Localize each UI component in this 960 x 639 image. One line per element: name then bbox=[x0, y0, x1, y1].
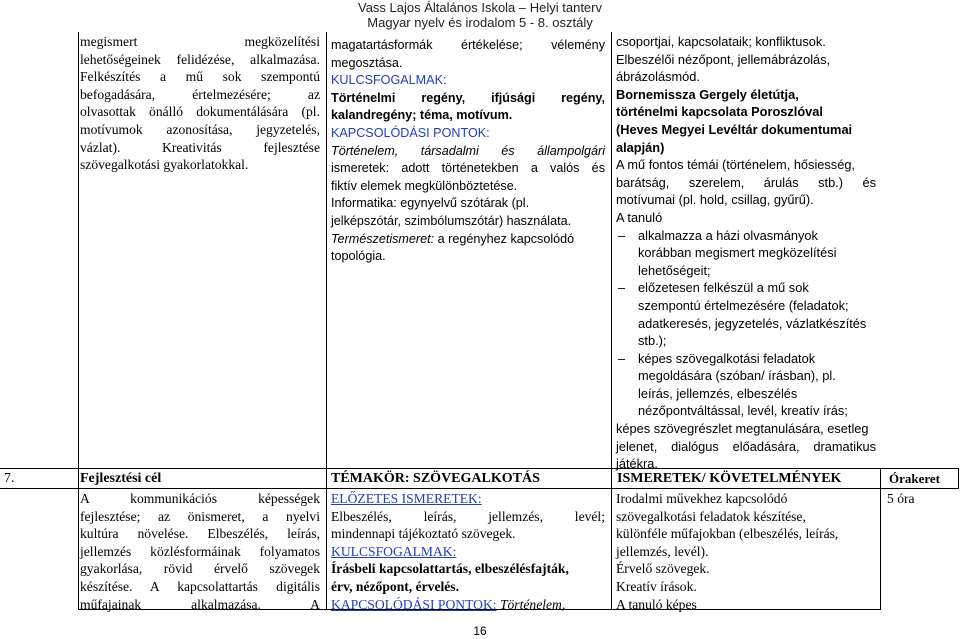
text-line: A tanuló bbox=[616, 209, 663, 225]
text-line: stb.); bbox=[638, 333, 667, 349]
section-requirements-heading: ISMERETEK/ KÖVETELMÉNYEK bbox=[617, 471, 842, 486]
text-line: motívumai (pl. hold, csillag, gyűrű). bbox=[616, 192, 814, 208]
hours-value: 5 óra bbox=[887, 491, 915, 506]
table-border-right bbox=[958, 468, 959, 489]
document-header-subtitle: Magyar nyelv és irodalom 5 - 8. osztály bbox=[367, 15, 593, 30]
section-topic-heading: TÉMAKÖR: SZÖVEGALKOTÁS bbox=[331, 471, 540, 486]
requirement-item bbox=[616, 227, 876, 280]
text-line: csoportjai, kapcsolataik; konfliktusok. bbox=[616, 34, 826, 49]
connections-label: KAPCSOLÓDÁSI PONTOK: bbox=[331, 596, 497, 612]
connections-text bbox=[331, 596, 605, 614]
text-line: különféle műfajokban (elbeszélés, leírás, bbox=[616, 526, 839, 542]
keywords-label: KULCSFOGALMAK: bbox=[331, 73, 447, 88]
text-line: műfajainak alkalmazása. A bbox=[80, 596, 320, 612]
text-line: kultúra növelése. Elbeszélés, leírás, bbox=[80, 526, 320, 542]
text-line: képes szövegrészlet megtanulására, esetleg bbox=[616, 421, 869, 437]
connections-text: fiktív elemek megkülönböztetése. bbox=[331, 178, 518, 193]
section-hours-heading: Órakeret bbox=[889, 471, 941, 486]
text-line: nézőpontváltással, levél, kreatív írás; bbox=[638, 403, 848, 419]
text-line: szövegalkotási gyakorlatokkal. bbox=[80, 157, 249, 173]
text-line: lehetőségeinek felidézése, alkalmazása. bbox=[80, 51, 320, 67]
text-line: mindennapi tájékoztató szövegek. bbox=[331, 526, 516, 542]
text-line: – alkalmazza a házi olvasmányok bbox=[638, 227, 818, 243]
local-history-text: alapján) bbox=[616, 139, 665, 155]
section-goal-heading: Fejlesztési cél bbox=[80, 471, 162, 486]
text-line: jellemzés, levél). bbox=[616, 543, 709, 559]
connections-rest: Történelem, bbox=[499, 596, 566, 612]
text-line: – előzetesen felkészül a mű sok bbox=[638, 280, 809, 296]
text-line: Érvelő szövegek. bbox=[616, 561, 710, 577]
text-line: megosztása. bbox=[331, 55, 403, 70]
prior-knowledge-label: ELŐZETES ISMERETEK: bbox=[331, 491, 482, 506]
text-line: jelenet, dialógus előadására, dramatikus bbox=[616, 438, 876, 454]
text-line: A kommunikációs képességek bbox=[80, 491, 320, 506]
connections-text: Történelem, társadalmi és állampolgári bbox=[331, 143, 605, 158]
bottom-hours-cell bbox=[887, 490, 955, 508]
requirement-item bbox=[616, 350, 876, 420]
connections-label: KAPCSOLÓDÁSI PONTOK: bbox=[331, 125, 490, 140]
text-line: olvasottak önálló dokumentálására (pl. bbox=[80, 104, 320, 120]
table-border-left bbox=[78, 32, 79, 610]
science-text bbox=[331, 231, 605, 249]
text-line: jellemzés közlésformáinak folyamatos bbox=[80, 543, 320, 559]
text-line: megismert megközelítési bbox=[80, 34, 320, 49]
text-line: lehetőségeit; bbox=[638, 262, 711, 278]
keywords-text: Írásbeli kapcsolattartás, elbeszélésfajták, bbox=[331, 561, 569, 577]
text-line: – képes szövegalkotási feladatok bbox=[638, 350, 816, 366]
text-line: Elbeszélői nézőpont, jellemábrázolás, bbox=[616, 51, 831, 67]
text-line: adatkeresés, jegyzetelés, vázlatkészítés bbox=[638, 315, 867, 331]
top-requirements-cell bbox=[616, 33, 876, 473]
keywords-text: Történelmi regény, ifjúsági regény, bbox=[331, 90, 605, 105]
bottom-requirements-cell bbox=[616, 490, 878, 613]
text-line: korábban megismert megközelítési bbox=[638, 245, 837, 261]
text-line: A mű fontos témái (történelem, hősiesség, bbox=[616, 157, 855, 173]
text-line: készítése. A kapcsolattartás digitális bbox=[80, 578, 320, 594]
text-line: gyakorlása, rövid érvelő szövegek bbox=[80, 561, 320, 577]
science-text: topológia. bbox=[331, 249, 386, 264]
keywords-text: érv, nézőpont, érvelés. bbox=[331, 578, 459, 594]
informatics-text: jelképszótár, szimbólumszótár) használata. bbox=[331, 213, 572, 228]
keywords-label: KULCSFOGALMAK: bbox=[331, 543, 457, 559]
top-topic-cell bbox=[331, 37, 605, 266]
table-divider-2 bbox=[611, 32, 612, 610]
requirement-item bbox=[616, 279, 876, 349]
informatics-text: Informatika: egynyelvű szótárak (pl. bbox=[331, 196, 530, 211]
top-goal-cell bbox=[80, 33, 320, 174]
text-line: megoldására (szóban/ írásban), pl. bbox=[638, 368, 836, 384]
text-line: ábrázolásmód. bbox=[616, 69, 700, 85]
text-line: barátság, szerelem, árulás stb.) és bbox=[616, 174, 876, 190]
text-line: motívumok azonosítása, jegyzetelés, bbox=[80, 121, 320, 137]
text-line: vázlat). Kreativitás fejlesztése bbox=[80, 139, 320, 155]
table-row-separator-bottom bbox=[0, 488, 958, 489]
text-line: befogadására, értelmezésére; az bbox=[80, 86, 320, 102]
page-number: 16 bbox=[473, 624, 487, 638]
local-history-text: Bornemissza Gergely életútja, bbox=[616, 86, 799, 102]
text-line: Felkészítés a mű sok szempontú bbox=[80, 69, 320, 85]
text-line: Elbeszélés, leírás, jellemzés, levél; bbox=[331, 508, 605, 524]
text-line: leírás, jellemzés, elbeszélés bbox=[638, 385, 798, 401]
local-history-text: (Heves Megyei Levéltár dokumentumai bbox=[616, 121, 853, 137]
section-number: 7. bbox=[4, 471, 15, 486]
bottom-goal-cell bbox=[80, 490, 320, 613]
connections-text: ismeretek: adott történetekben a valós és bbox=[331, 161, 605, 176]
keywords-text: kalandregény; téma, motívum. bbox=[331, 108, 513, 123]
text-line: szempontú értelmezésére (feladatok; bbox=[638, 297, 849, 313]
text-line: szövegalkotási feladatok készítése, bbox=[616, 508, 806, 524]
text-line: fejlesztése; az önismeret, a nyelvi bbox=[80, 508, 320, 524]
document-header-title: Vass Lajos Általános Iskola – Helyi tanterv bbox=[358, 0, 602, 15]
science-rest: a regényhez kapcsolódó bbox=[434, 231, 575, 246]
text-line: magatartásformák értékelése; vélemény bbox=[331, 38, 605, 52]
local-history-text: történelmi kapcsolata Poroszlóval bbox=[616, 104, 823, 120]
science-label: Természetismeret: bbox=[331, 231, 435, 246]
table-divider-1 bbox=[326, 32, 327, 610]
bottom-topic-cell bbox=[331, 490, 605, 613]
text-line: játékra. bbox=[616, 456, 658, 472]
text-line: A tanuló képes bbox=[616, 596, 697, 612]
text-line: Irodalmi művekhez kapcsolódó bbox=[616, 491, 788, 506]
text-line: Kreatív írások. bbox=[616, 578, 697, 594]
table-divider-3 bbox=[880, 468, 881, 610]
